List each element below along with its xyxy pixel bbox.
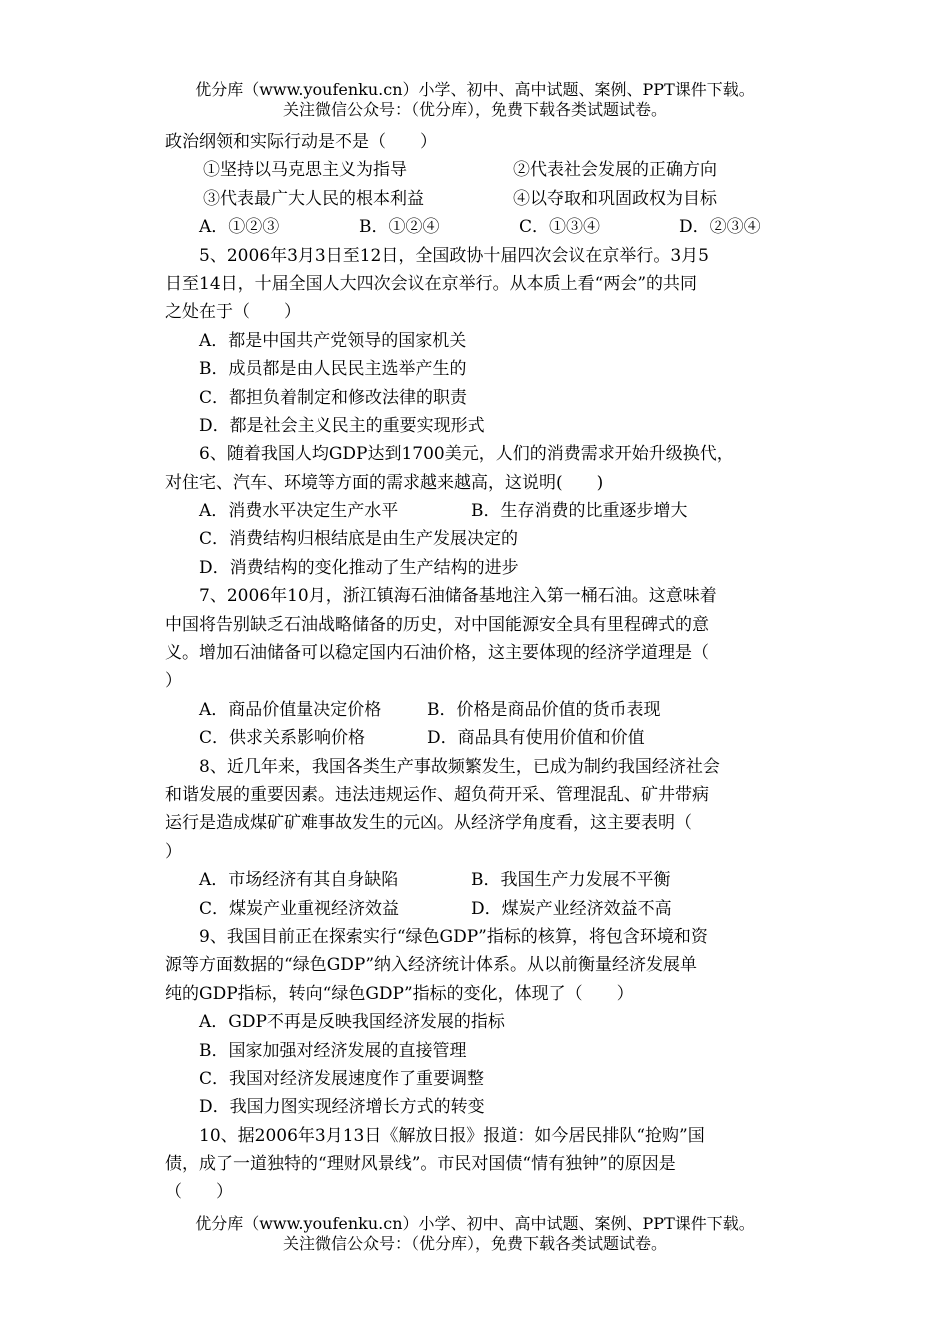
q5-option-c: C．都担负着制定和修改法律的职责: [199, 387, 468, 408]
q6-options-row-1: [165, 497, 805, 525]
q4-stem-tail: 政治纲领和实际行动是不是（ ）: [165, 132, 437, 152]
q7-option-b: B．价格是商品价值的货币表现: [427, 699, 661, 720]
q8-stem-line-4: ）: [165, 841, 182, 862]
question-content: [165, 128, 805, 1207]
q8-stem-line-2: 和谐发展的重要因素。违法违规运作、超负荷开采、管理混乱、矿井带病: [165, 784, 709, 805]
q8-option-d: D．煤炭产业经济效益不高: [471, 898, 672, 919]
q6-option-a: A．消费水平决定生产水平: [199, 501, 399, 522]
q7-stem-line-4: ）: [165, 671, 182, 692]
q9-stem-line-1: 9、我国目前正在探索实行“绿色GDP”指标的核算，将包含环境和资: [199, 926, 708, 947]
q8-stem-line-1: 8、近几年来，我国各类生产事故频繁发生，已成为制约我国经济社会: [199, 756, 720, 777]
q8-option-c: C．煤炭产业重视经济效益: [199, 898, 400, 919]
q4-option-a: A．①②③: [199, 217, 280, 238]
q8-stem-line-3: 运行是造成煤矿矿难事故发生的元凶。从经济学角度看，这主要表明（: [165, 813, 692, 834]
q4-statement-4: ④以夺取和巩固政权为目标: [513, 188, 717, 209]
q6-option-b: B．生存消费的比重逐步增大: [471, 501, 688, 522]
q8-option-a: A．市场经济有其自身缺陷: [199, 870, 399, 891]
q7-stem-line-3: 义。增加石油储备可以稳定国内石油价格，这主要体现的经济学道理是（: [165, 643, 709, 664]
q10-stem-line-1: 10、据2006年3月13日《解放日报》报道：如今居民排队“抢购”国: [199, 1125, 705, 1146]
q9-option-b: B．国家加强对经济发展的直接管理: [199, 1040, 467, 1061]
q8-options-row-2: [165, 895, 805, 923]
q7-option-c: C．供求关系影响价格: [199, 728, 366, 749]
q9-option-d: D．我国力图实现经济增长方式的转变: [199, 1097, 485, 1118]
q4-statement-3: ③代表最广大人民的根本利益: [203, 188, 424, 209]
footer-line-1: 优分库（www.youfenku.cn）小学、初中、高中试题、案例、PPT课件下载。: [195, 1214, 755, 1233]
q4-options: [165, 213, 805, 241]
q5-stem-line-1: 5、2006年3月3日至12日，全国政协十届四次会议在京举行。3月5: [199, 245, 709, 266]
q9-stem-line-2: 源等方面数据的“绿色GDP”纳入经济统计体系。从以前衡量经济发展单: [165, 955, 698, 976]
q10-stem-line-2: 债，成了一道独特的“理财风景线”。市民对国债“情有独钟”的原因是: [165, 1154, 676, 1175]
q5-option-a: A．都是中国共产党领导的国家机关: [199, 330, 467, 351]
q9-stem-line-3: 纯的GDP指标，转向“绿色GDP”指标的变化，体现了（ ）: [165, 983, 634, 1004]
q7-options-row-1: [165, 696, 805, 724]
q4-statement-2: ②代表社会发展的正确方向: [513, 160, 717, 181]
header-line-1: 优分库（www.youfenku.cn）小学、初中、高中试题、案例、PPT课件下载。: [195, 80, 755, 99]
q7-options-row-2: [165, 724, 805, 752]
q9-option-a: A．GDP不再是反映我国经济发展的指标: [199, 1012, 505, 1033]
q4-statements-row-2: [165, 185, 805, 213]
q7-stem-line-2: 中国将告别缺乏石油战略储备的历史，对中国能源安全具有里程碑式的意: [165, 614, 709, 635]
q4-option-c: C．①③④: [519, 217, 601, 238]
q4-option-d: D．②③④: [679, 217, 761, 238]
q9-option-c: C．我国对经济发展速度作了重要调整: [199, 1068, 485, 1089]
q5-option-b: B．成员都是由人民民主选举产生的: [199, 359, 467, 380]
q7-stem-line-1: 7、2006年10月，浙江镇海石油储备基地注入第一桶石油。这意味着: [199, 586, 717, 607]
q7-option-a: A．商品价值量决定价格: [199, 699, 382, 720]
q6-stem-line-2: 对住宅、汽车、环境等方面的需求越来越高，这说明( ): [165, 472, 604, 493]
q4-statement-1: ①坚持以马克思主义为指导: [203, 160, 407, 181]
q5-stem-line-3: 之处在于（ ）: [165, 302, 301, 323]
footer-line-2: 关注微信公众号：（优分库），免费下载各类试题试卷。: [282, 1234, 667, 1253]
q4-statements-row-1: [165, 156, 805, 184]
q6-option-d: D．消费结构的变化推动了生产结构的进步: [199, 557, 519, 578]
q6-stem-line-1: 6、随着我国人均GDP达到1700美元，人们的消费需求开始升级换代，: [199, 444, 734, 465]
q8-option-b: B．我国生产力发展不平衡: [471, 870, 671, 891]
q7-option-d: D．商品具有使用价值和价值: [427, 728, 645, 749]
q5-stem-line-2: 日至14日，十届全国人大四次会议在京举行。从本质上看“两会”的共同: [165, 273, 698, 294]
q4-option-b: B．①②④: [359, 217, 440, 238]
q10-stem-line-3: （ ）: [165, 1182, 233, 1203]
q5-option-d: D．都是社会主义民主的重要实现形式: [199, 415, 485, 436]
q8-options-row-1: [165, 866, 805, 894]
header-line-2: 关注微信公众号：（优分库），免费下载各类试题试卷。: [282, 100, 667, 119]
q6-option-c: C．消费结构归根结底是由生产发展决定的: [199, 529, 519, 550]
